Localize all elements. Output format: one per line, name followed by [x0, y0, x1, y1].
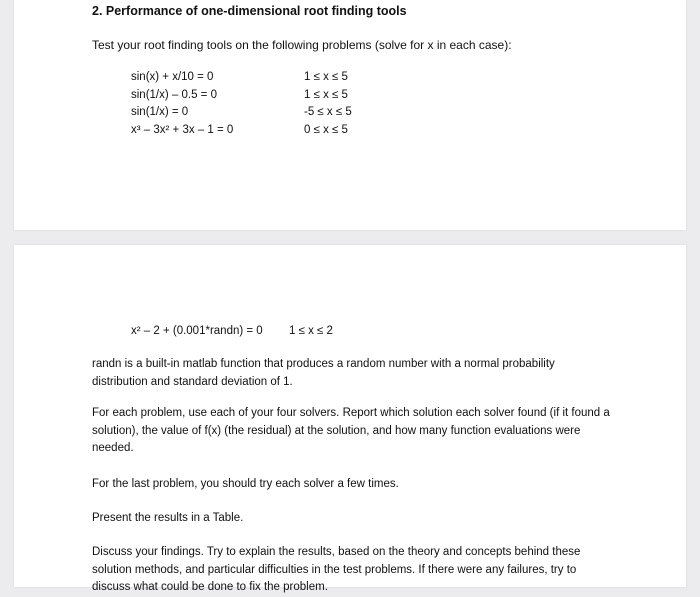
document-page-2	[14, 245, 686, 593]
problem-equation: sin(x) + x/10 = 0	[131, 71, 214, 83]
problem-equation: x² – 2 + (0.001*randn) = 0	[131, 325, 263, 337]
randn-explanation: randn is a built-in matlab function that produces a random number with a normal probability distribution and standard deviation of 1.	[92, 358, 555, 388]
document-page-1	[14, 0, 686, 230]
section-heading: 2. Performance of one-dimensional root finding tools	[92, 4, 407, 18]
problem-equation: sin(1/x) – 0.5 = 0	[131, 88, 217, 101]
last-problem-row	[131, 325, 391, 341]
intro-text: Test your root finding tools on the following problems (solve for x in each case):	[92, 38, 512, 52]
table-instruction: Present the results in a Table.	[92, 512, 244, 524]
problem-range: 1 ≤ x ≤ 2	[289, 325, 333, 337]
problem-range: 0 ≤ x ≤ 5	[304, 123, 348, 136]
last-problem-note: For the last problem, you should try each solver a few times.	[92, 478, 399, 490]
problem-equation: sin(1/x) = 0	[131, 106, 189, 118]
problem-equation: x³ – 3x² + 3x – 1 = 0	[131, 123, 234, 136]
discussion-instructions: Discuss your findings. Try to explain the results, based on the theory and concepts behind these solution methods, and particular difficulties in the test problems. If there were any failures, try to discuss what could be done to fix the problem.	[92, 546, 581, 593]
problem-range: 1 ≤ x ≤ 5	[304, 71, 348, 83]
solver-instructions: For each problem, use each of your four solvers. Report which solution each solver found (if it found a solution), the value of f(x) (the residual) at the solution, and how many function evaluations were needed.	[92, 407, 610, 454]
problem-range: 1 ≤ x ≤ 5	[304, 88, 348, 101]
problem-range: -5 ≤ x ≤ 5	[304, 106, 352, 118]
